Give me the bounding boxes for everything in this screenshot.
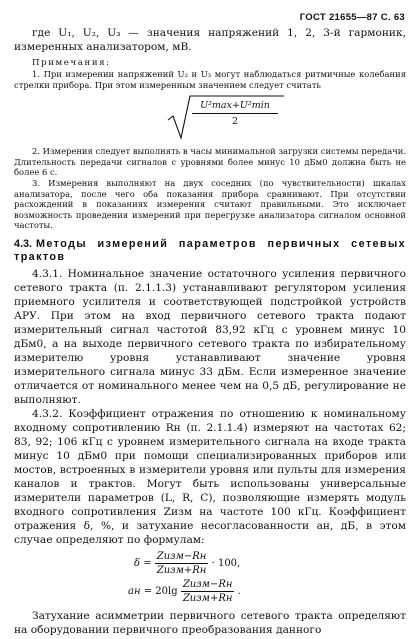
paragraph-4-3-2: 4.3.2. Коэффициент отражения по отношению к номинальному входному сопротивлению Rн (п. 2.1.1.4) измеряют на частотах 62; 83, 92; 106 кГц с уровнем измерительного сигнала на входе тракта минус 10 дБм0 при помощи специализированных приборов или мостов, встроенных в измерители уровня или пульты для измерения каналов и трактов. Могут быть использованы универсальные измерители параметров (L, R, C), позволяющие измерять модуль входного сопротивления Zизм на частоте 100 кГц. Коэффициент отражения δ, %, и затухание несогласованности aн, дБ, в этом случае определяют по формулам: [14, 407, 406, 546]
note-2: 2. Измерения следует выполнять в часы минимальной загрузки системы передачи. Длительность передачи сигналов с уровнями более минус 10 дБм0 должна быть не более 6 с. [14, 146, 406, 178]
note-1: 1. При измерении напряжений U₂ и U₃ могут наблюдаться ритмичные колебания стрелки прибора. При этом измеренным значением следует считать [14, 69, 406, 90]
square-root-sign [166, 94, 286, 142]
running-head: ГОСТ 21655—87 С. 63 [299, 12, 405, 23]
closing-paragraph: Затухание асимметрии первичного сетевого тракта определяют на оборудовании первичного преобразования данного [14, 609, 406, 636]
notes-title: Примечания: [32, 58, 111, 68]
reflection-formulas [14, 547, 406, 609]
reflection-coefficient-formula: δ = $\frac{\text{Zизм−Rн}}{\text{Zизм+Rн}}$ · 100, [134, 550, 241, 576]
note-3: 3. Измерения выполняют на двух соседних (по чувствительности) шкалах анализатора, после чего оба показания прибора сравнивают. При отсутствии расхождений в показаниях измерения считают правильными. Это исключает возможность проведения измерений при перегрузке анализатора сигналом основной частоты. [14, 177, 406, 231]
rms-formula [14, 90, 406, 146]
intro-paragraph: где U₁, U₂, U₃ — значения напряжений 1, 2, 3-й гармоник, измеренных анализатором, мВ. [14, 27, 406, 53]
rms-formula-numerator: U²max+U²min [192, 100, 278, 114]
paragraph-4-3-1: 4.3.1. Номинальное значение остаточного усиления первичного сетевого тракта (п. 2.1.1.3) устанавливают регулятором усиления приемного усилителя и соответствующей подстройкой устройств АРУ. При этом на вход первичного сетевого тракта подают измерительный сигнал частотой 83,92 кГц с уровнем минус 10 дБм0, а на выходе первичного сетевого тракта по избирательному измерителю уровня устанавливают значение уровня измерительного сигнала минус 33 дБм. Если измеренное значение отличается от номинального менее чем на 0,5 дБ, регулирование не выполняют. [14, 267, 406, 406]
section-title: Методы измерений параметров первичных сетевых трактов [14, 237, 406, 264]
mismatch-attenuation-formula: aн = 20lg $\frac{\text{Zизм−Rн}}{\text{Zизм+Rн}}$ . [128, 578, 241, 604]
rms-formula-denominator: 2 [231, 116, 239, 128]
section-heading [14, 238, 406, 265]
page-body [14, 26, 406, 637]
section-number: 4.3. [14, 237, 33, 250]
